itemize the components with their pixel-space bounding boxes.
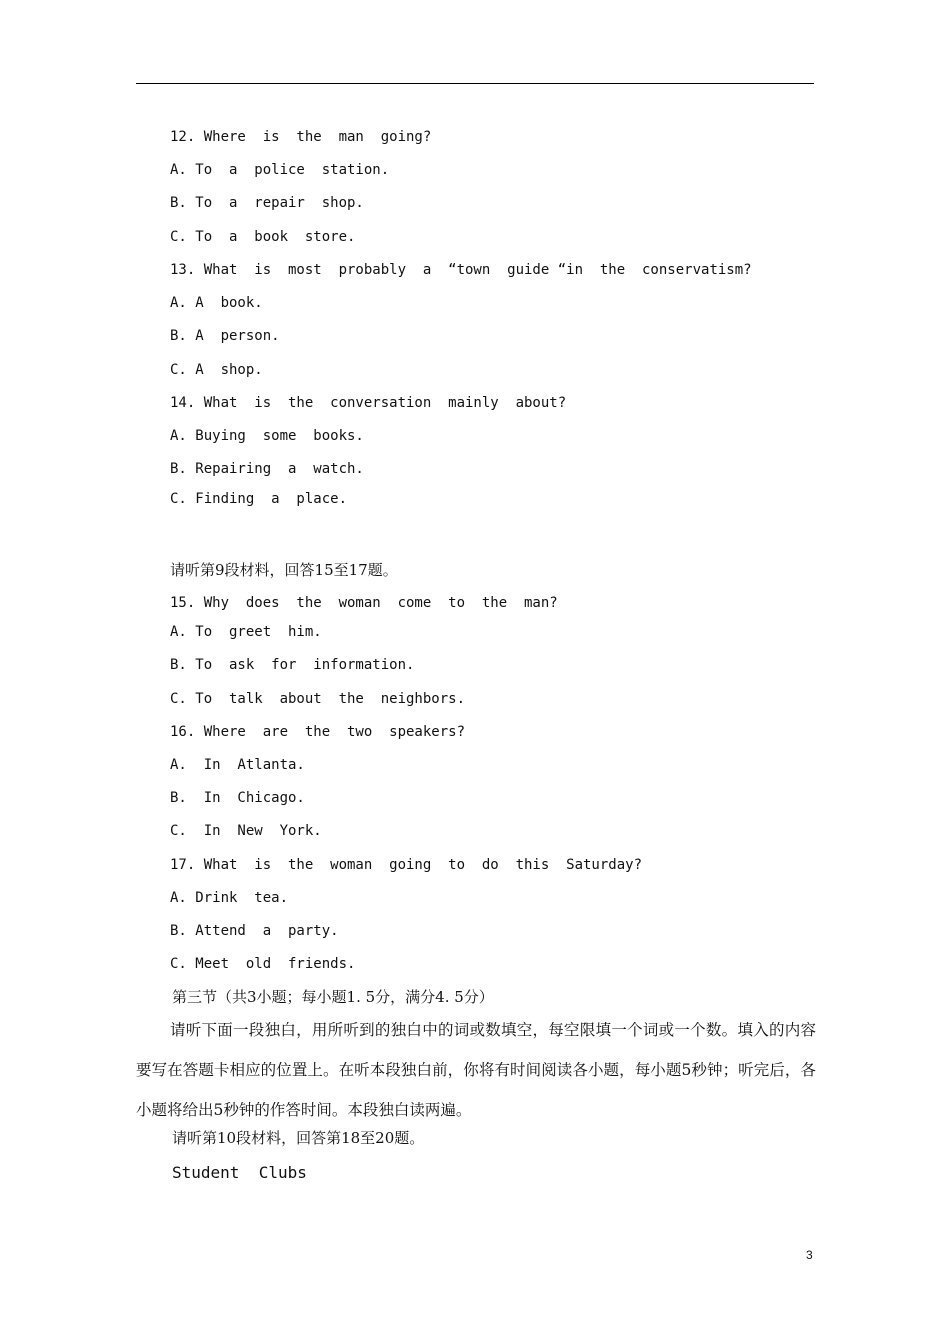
option-15a: A. To greet him. [170,624,322,640]
question-15: 15. Why does the woman come to the man? [170,595,558,611]
option-17c: C. Meet old friends. [170,956,356,972]
option-15c: C. To talk about the neighbors. [170,691,466,707]
page-number: 3 [806,1248,813,1262]
question-12: 12. Where is the man going? [170,129,432,145]
question-14: 14. What is the conversation mainly about? [170,395,567,411]
option-17b: B. Attend a party. [170,923,339,939]
option-14a: A. Buying some books. [170,428,364,444]
question-13: 13. What is most probably a “town guide “in the conservatism? [170,262,752,278]
passage-title: Student Clubs [172,1163,307,1182]
section-9-instruction: 请听第9段材料，回答15至17题。 [170,561,398,579]
option-16a: A. In Atlanta. [170,757,305,773]
question-16: 16. Where are the two speakers? [170,724,466,740]
option-14c: C. Finding a place. [170,491,348,507]
header-rule [136,83,814,84]
section-10-instruction: 请听第10段材料，回答第18至20题。 [172,1129,425,1147]
option-16b: B. In Chicago. [170,790,305,806]
option-16c: C. In New York. [170,823,322,839]
option-13c: C. A shop. [170,362,263,378]
question-17: 17. What is the woman going to do this Saturday? [170,857,643,873]
option-12a: A. To a police station. [170,162,390,178]
option-12c: C. To a book store. [170,229,356,245]
option-17a: A. Drink tea. [170,890,289,906]
section-3-instructions: 请听下面一段独白，用所听到的独白中的词或数填空，每空限填一个词或一个数。填入的内容要写在答题卡相应的位置上。在听本段独白前，你将有时间阅读各小题，每小题5秒钟；听完后，各小题将给出5秒钟的作答时间。本段独白读两遍。 [136,1021,816,1119]
option-14b: B. Repairing a watch. [170,461,364,477]
section-3-heading: 第三节（共3小题；每小题1. 5分，满分4. 5分） [172,988,494,1006]
option-13b: B. A person. [170,328,280,344]
option-13a: A. A book. [170,295,263,311]
option-15b: B. To ask for information. [170,657,415,673]
option-12b: B. To a repair shop. [170,195,364,211]
